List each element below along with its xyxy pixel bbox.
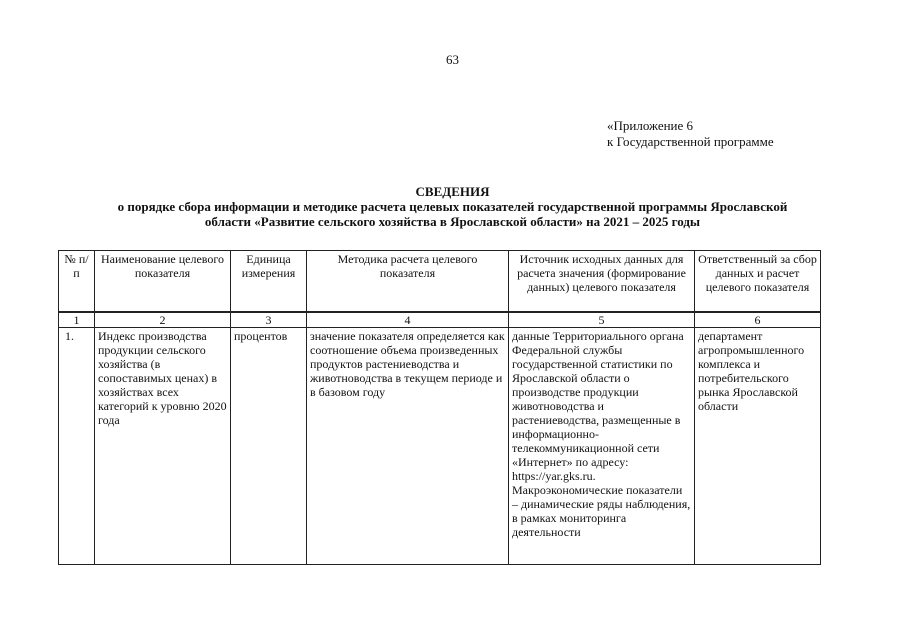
document-heading [30,184,875,229]
cell-indicator-name: Индекс производства продукции сельского хозяйства (в сопоставимых ценах) в хозяйствах всех категорий к уровню 2020 года [95,328,231,565]
cell-responsible: департамент агропромышленного комплекса и потребительского рынка Ярославской области [695,328,821,565]
header-cell-source: Источник исходных данных для расчета значения (формирование данных) целевого показателя [509,251,695,313]
column-number: 2 [95,312,231,328]
cell-method: значение показателя определяется как соотношение объема произведенных продуктов растениеводства и животноводства в текущем периоде и в базовом году [307,328,509,565]
indicators-table [58,250,821,565]
heading-line-1: о порядке сбора информации и методике расчета целевых показателей государственной программы Ярославской [117,199,788,214]
column-number: 3 [231,312,307,328]
table-row [59,328,821,565]
column-number: 4 [307,312,509,328]
column-number: 5 [509,312,695,328]
header-cell-responsible: Ответственный за сбор данных и расчет целевого показателя [695,251,821,313]
header-cell-num: № п/п [59,251,95,313]
page-number: 63 [446,52,459,67]
heading-title: СВЕДЕНИЯ [415,184,490,199]
appendix-line-2: к Государственной программе [607,134,774,149]
heading-line-2: области «Развитие сельского хозяйства в Ярославской области» на 2021 – 2025 годы [204,214,701,229]
column-number: 6 [695,312,821,328]
header-cell-unit: Единица измерения [231,251,307,313]
column-number: 1 [59,312,95,328]
header-cell-name: Наименование целевого показателя [95,251,231,313]
table-header-row [59,251,821,313]
header-cell-method: Методика расчета целевого показателя [307,251,509,313]
column-number-row [59,312,821,328]
appendix-note [607,118,774,150]
appendix-line-1: «Приложение 6 [607,118,694,133]
cell-source: данные Территориального органа Федеральной службы государственной статистики по Ярославской области о производстве продукции животноводства и растениеводства, размещенные в информационно-телекоммуникационной сети «Интернет» по адресу: https://yar.gks.ru. Макроэкономические показатели – динамические ряды наблюдения, в рамках мониторинга деятельности [509,328,695,565]
cell-num: 1. [59,328,95,565]
cell-unit: процентов [231,328,307,565]
